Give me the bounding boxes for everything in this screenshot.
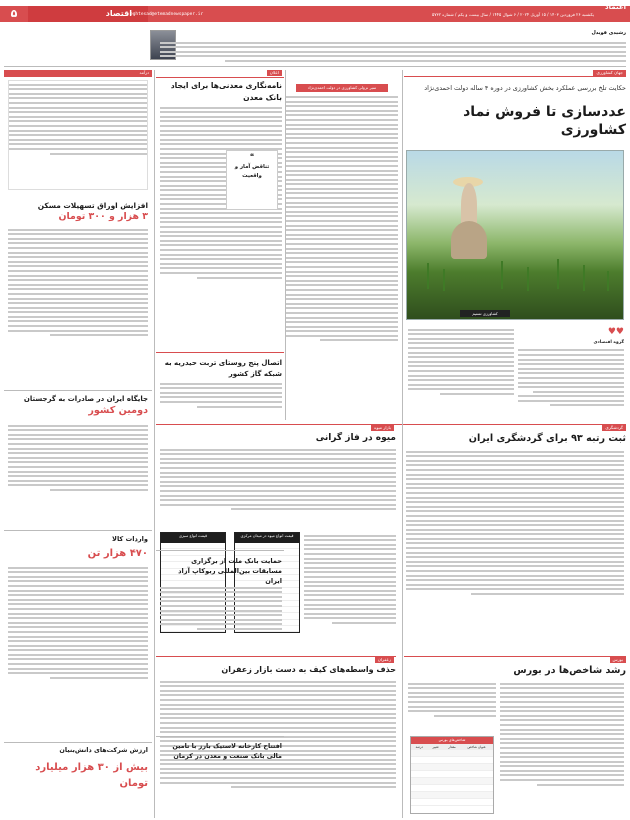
housing-loan-body bbox=[8, 226, 148, 388]
tourism-kicker: گردشگری bbox=[602, 425, 626, 431]
quote-icon: ❝ bbox=[249, 152, 255, 161]
divider bbox=[4, 530, 152, 531]
knowledge-firms-figure: بیش از ۳۰ هزار میلیارد تومان bbox=[35, 762, 148, 789]
tourism-body bbox=[406, 448, 624, 652]
stock-col-name: عنوان شاخص bbox=[467, 745, 486, 749]
divider bbox=[156, 352, 284, 353]
fruit-headline: میوه در فاز گرانی bbox=[315, 433, 396, 443]
table-row bbox=[411, 799, 493, 806]
main-story-continued-column bbox=[286, 70, 398, 416]
main-story-deck: حکایت تلخ بررسی عملکرد بخش کشاورزی در دوره ۴ ساله دولت احمدی‌نژاد bbox=[424, 84, 626, 92]
divider bbox=[156, 424, 396, 425]
divider bbox=[4, 742, 152, 743]
section-title: اقتصاد bbox=[105, 9, 132, 18]
left-news-box bbox=[8, 80, 148, 190]
photo-caption: کشاورزی تسنیم bbox=[460, 310, 510, 317]
stock-index-table bbox=[410, 736, 494, 814]
stock-col-value: مقدار bbox=[448, 745, 456, 749]
imports-figure: ۴۷۰ هزار تن bbox=[87, 548, 148, 559]
stock-col-change: تغییر bbox=[432, 745, 439, 749]
infographic-title: سیر نزولی کشاورزی در دولت احمدی‌نژاد bbox=[296, 84, 388, 92]
newspaper-logo: اعتماد bbox=[605, 3, 626, 11]
fruit-body-2 bbox=[304, 532, 396, 652]
divider bbox=[156, 656, 396, 657]
gas-network-headline: اتصال پنج روستای تربت حیدریه به شبکه گاز کشور bbox=[164, 359, 282, 378]
fruit-table-title: قیمت انواع میوه در میدان مرکزی bbox=[235, 533, 299, 543]
author-column-intro bbox=[160, 30, 626, 64]
divider bbox=[404, 656, 626, 657]
imports-body bbox=[8, 564, 148, 740]
fruit-body bbox=[160, 446, 396, 530]
vegetable-table-title: قیمت انواع سبزی bbox=[161, 533, 225, 543]
main-story-body-col2 bbox=[408, 326, 514, 416]
main-story-kicker-bar bbox=[404, 70, 626, 77]
mining-bank-body bbox=[160, 104, 282, 354]
table-row bbox=[411, 750, 493, 757]
imports-title: واردات کالا bbox=[112, 535, 148, 543]
main-story-body-col1 bbox=[518, 326, 624, 416]
divider bbox=[156, 550, 284, 551]
georgia-export-title: جایگاه ایران در صادرات به گرجستان bbox=[23, 395, 148, 403]
mining-bank-headline: نامه‌نگاری معدنی‌ها برای ایجاد بانک معدن bbox=[170, 81, 282, 102]
stock-body bbox=[500, 680, 624, 816]
divider bbox=[156, 736, 284, 737]
stock-kicker: بورس bbox=[610, 657, 626, 663]
georgia-export-figure: دومین کشور bbox=[88, 405, 148, 416]
author-column-text bbox=[160, 39, 626, 65]
saffron-kicker: زعفران bbox=[375, 657, 394, 663]
table-row bbox=[411, 778, 493, 785]
stock-body-2 bbox=[408, 680, 496, 732]
left-kicker-bar bbox=[4, 70, 152, 77]
table-row bbox=[411, 764, 493, 771]
column-rule bbox=[285, 70, 286, 420]
tourism-headline: ثبت رتبه ۹۳ برای گردشگری ایران bbox=[468, 433, 626, 444]
tire-factory-headline: افتتاح کارخانه لاستیک بارز با تامین مالی بانک صنعت و معدن در کرمان bbox=[172, 742, 282, 760]
section-email: eghtesad@etemadnewspaper.ir bbox=[130, 12, 204, 17]
mid-kicker: اعلان bbox=[267, 70, 282, 76]
heart-icon: ♥♥ bbox=[607, 327, 624, 337]
housing-loan-title: افزایش اوراق تسهیلات مسکن bbox=[37, 201, 148, 210]
table-row bbox=[411, 771, 493, 778]
divider bbox=[4, 66, 626, 67]
main-story-photo bbox=[406, 150, 624, 320]
column-rule bbox=[154, 70, 155, 818]
page-number: ۵ bbox=[0, 6, 28, 22]
stock-table-header bbox=[411, 744, 493, 750]
robocup-headline: حمایت بانک ملت از برگزاری مسابقات بین‌المللی ربوکاپ آزاد ایران bbox=[178, 557, 282, 586]
stock-table-title: شاخص‌های بورس bbox=[411, 737, 493, 744]
byline: گروه اقتصادی bbox=[593, 339, 624, 345]
gas-network-body bbox=[160, 380, 282, 420]
date-line: یکشنبه ۲۶ فروردین ۱۴۰۳ / ۱۵ آوریل ۲۰۲۴ / ۶ شوال ۱۴۴۵ / سال بیست و یکم / شماره ۵۷۳۲ bbox=[431, 12, 594, 17]
housing-loan-figure: ۳ هزار و ۳۰۰ تومان bbox=[58, 211, 148, 222]
robocup-body bbox=[160, 584, 282, 648]
divider bbox=[156, 77, 284, 78]
stock-headline: رشد شاخص‌ها در بورس bbox=[513, 665, 626, 676]
table-row bbox=[411, 757, 493, 764]
georgia-export-body bbox=[8, 422, 148, 528]
divider bbox=[4, 390, 152, 391]
fruit-kicker: بازار میوه bbox=[371, 425, 394, 431]
column-rule bbox=[402, 70, 403, 818]
left-kicker: درآمد bbox=[137, 70, 153, 76]
main-story-kicker: جهان کشاورزی bbox=[593, 70, 626, 76]
main-story-headline: عددسازی تا فروش نماد کشاورزی bbox=[463, 104, 626, 138]
knowledge-firms-title: ارزش شرکت‌های دانش‌بنیان bbox=[59, 746, 148, 754]
side-note-title: تناقض آمار و واقعیت bbox=[234, 164, 270, 179]
saffron-headline: حذف واسطه‌های کیف به دست بازار زعفران bbox=[221, 665, 396, 674]
side-note-box bbox=[226, 150, 278, 210]
masthead-bar bbox=[0, 0, 630, 26]
table-row bbox=[411, 792, 493, 799]
author-name: رشیدی قویدل bbox=[591, 30, 626, 36]
stock-col-percent: درصد bbox=[415, 745, 423, 749]
table-row bbox=[411, 785, 493, 792]
